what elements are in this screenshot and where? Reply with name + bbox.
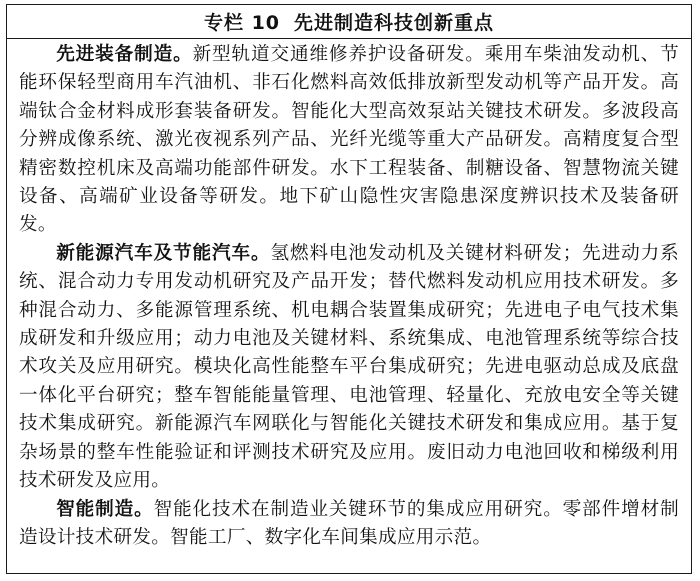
paragraph-lead: 新能源汽车及节能汽车。 [56, 242, 271, 264]
paragraph-body: 智能化技术在制造业关键环节的集成应用研究。零部件增材制造设计技术研发。智能工厂、数字化车间集成应用示范。 [19, 498, 679, 548]
paragraph-lead: 智能制造。 [56, 498, 154, 520]
paragraph-body: 新型轨道交通维修养护设备研发。乘用车柴油发动机、节能环保轻型商用车汽油机、非石化燃料高效低排放新型发动机等产品开发。高端钛合金材料成形套装备研发。智能化大型高效泵站关键技术研发。多波段高分辨成像系统、激光夜视系列产品、光纤光缆等重大产品研发。高精度复合型精密数控机床及高端功能部件研发。水下工程装备、制糖设备、智慧物流关键设备、高端矿业设备等研发。地下矿山隐性灾害隐患深度辨识技术及装备研发。 [19, 44, 679, 236]
column-title: 先进制造科技创新重点 [294, 12, 495, 34]
column-number: 专栏 10 [203, 12, 281, 34]
paragraph-new-energy-vehicles [19, 240, 679, 496]
paragraph-lead: 先进装备制造。 [56, 44, 193, 65]
column-content [7, 39, 691, 552]
paragraph-advanced-equipment [19, 41, 679, 240]
paragraph-smart-manufacturing [19, 496, 679, 553]
column-box [6, 4, 692, 574]
paragraph-body: 氢燃料电池发动机及关键材料研发；先进动力系统、混合动力专用发动机研究及产品开发；替代燃料发动机应用技术研发。多种混合动力、多能源管理系统、机电耦合装置集成研究；先进电子电气技术集成研发和升级应用；动力电池及关键材料、系统集成、电池管理系统等综合技术攻关及应用研究。模块化高性能整车平台集成研究；先进电驱动总成及底盘一体化平台研究；整车智能能量管理、电池管理、轻量化、充放电安全等关键技术集成研究。新能源汽车网联化与智能化关键技术研发和集成应用。基于复杂场景的整车性能验证和评测技术研究及应用。废旧动力电池回收和梯级利用技术研发及应用。 [19, 242, 679, 492]
column-header [7, 5, 691, 39]
